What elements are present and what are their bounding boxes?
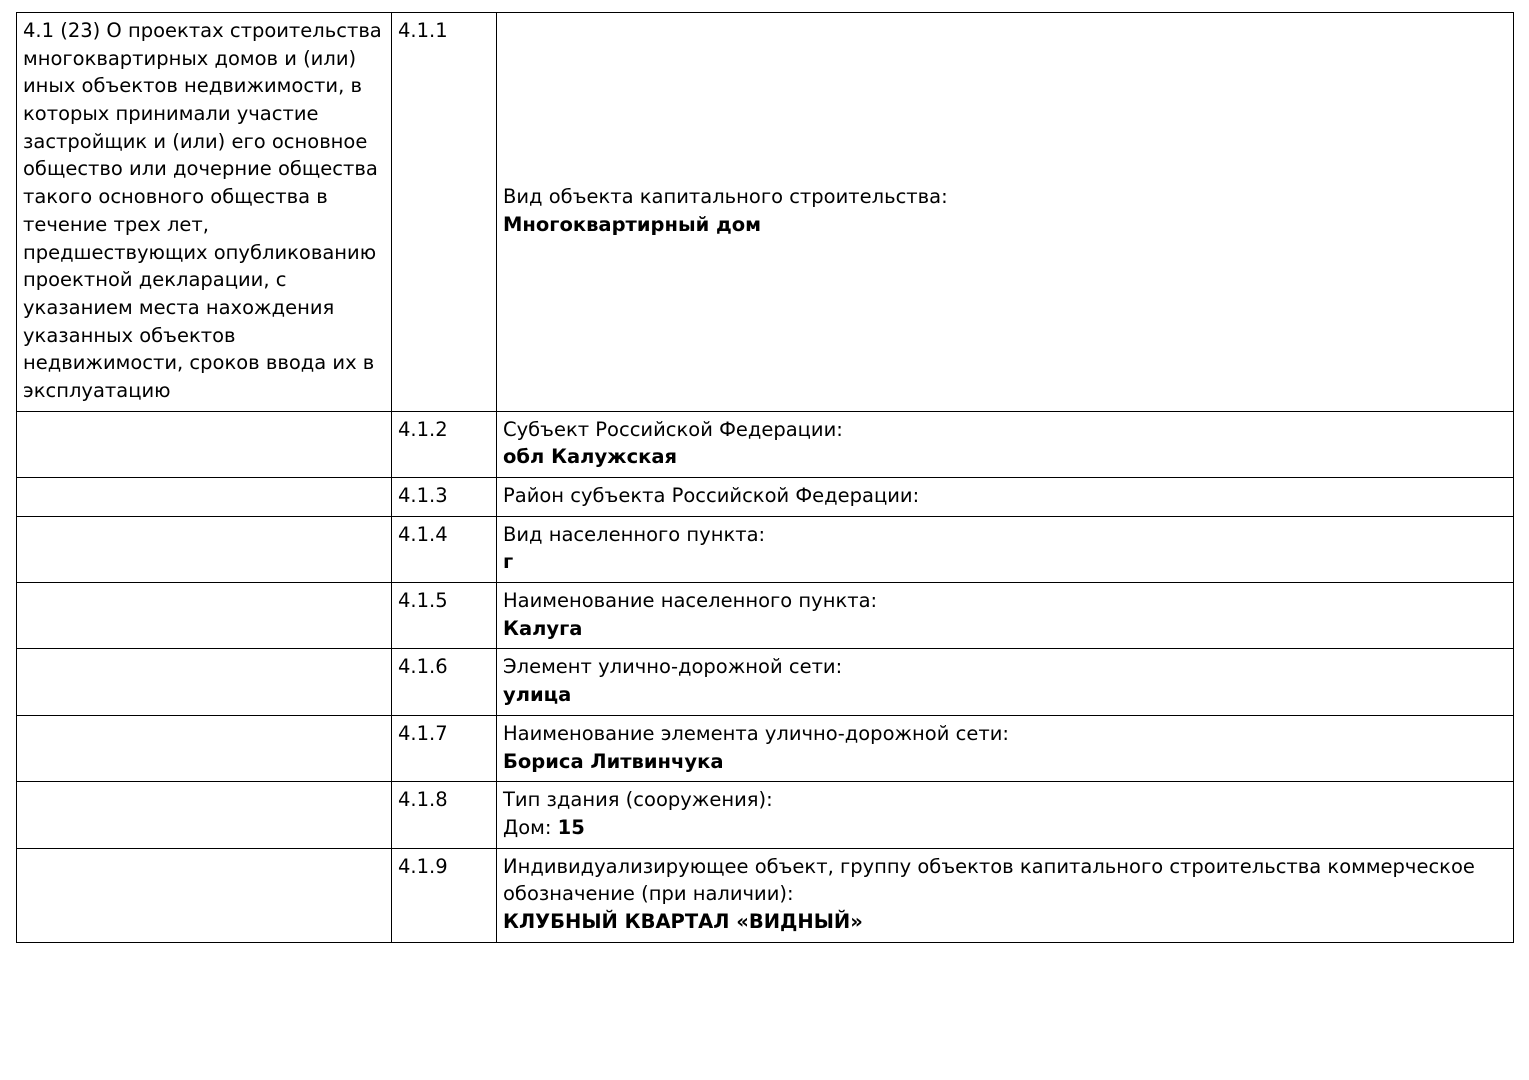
empty-cell [17, 649, 392, 715]
row-code: 4.1.5 [392, 583, 497, 649]
table-row [17, 411, 1514, 477]
row-value: Бориса Литвинчука [503, 749, 724, 773]
row-content [497, 583, 1514, 649]
section-title-cell: 4.1 (23) О проектах строительства многоквартирных домов и (или) иных объектов недвижимости, в которых принимали участие застройщик и (или) его основное общество или дочерние общества такого основного общества в течение трех лет, предшествующих опубликованию проектной декларации, с указанием места нахождения указанных объектов недвижимости, сроков ввода их в эксплуатацию [17, 13, 392, 412]
empty-cell [17, 848, 392, 942]
row-label: Тип здания (сооружения): [503, 788, 773, 812]
row-value: 15 [557, 815, 585, 839]
row-content [497, 782, 1514, 848]
row-code: 4.1.6 [392, 649, 497, 715]
row-content [497, 649, 1514, 715]
table-row [17, 649, 1514, 715]
row-value-line [503, 814, 1507, 842]
row-code: 4.1.3 [392, 478, 497, 517]
empty-cell [17, 715, 392, 781]
row-code: 4.1.7 [392, 715, 497, 781]
table-row [17, 516, 1514, 582]
table-row [17, 478, 1514, 517]
declaration-table [16, 12, 1514, 943]
row-value: обл Калужская [503, 445, 678, 469]
table-row [17, 13, 1514, 412]
empty-cell [17, 411, 392, 477]
row-value: Многоквартирный дом [503, 212, 762, 236]
empty-cell [17, 782, 392, 848]
row-code: 4.1.1 [392, 13, 497, 412]
table-row [17, 583, 1514, 649]
row-label: Субъект Российской Федерации: [503, 417, 843, 441]
row-label: Вид населенного пункта: [503, 522, 766, 546]
row-inline-label: Дом: [503, 815, 558, 839]
row-content [497, 478, 1514, 517]
row-value: улица [503, 683, 572, 707]
table-row [17, 782, 1514, 848]
row-value: г [503, 550, 514, 574]
row-code: 4.1.8 [392, 782, 497, 848]
row-label: Индивидуализирующее объект, группу объектов капитального строительства коммерческое обозначение (при наличии): [503, 854, 1475, 906]
row-label: Наименование населенного пункта: [503, 589, 878, 613]
row-content [497, 13, 1514, 412]
row-content [497, 715, 1514, 781]
empty-cell [17, 478, 392, 517]
row-code: 4.1.2 [392, 411, 497, 477]
row-code: 4.1.4 [392, 516, 497, 582]
table-row [17, 848, 1514, 942]
empty-cell [17, 516, 392, 582]
row-content [497, 411, 1514, 477]
row-code: 4.1.9 [392, 848, 497, 942]
row-label: Элемент улично-дорожной сети: [503, 655, 843, 679]
row-label: Район субъекта Российской Федерации: [503, 484, 920, 507]
empty-cell [17, 583, 392, 649]
row-value: Калуга [503, 616, 583, 640]
row-content [497, 848, 1514, 942]
table-row [17, 715, 1514, 781]
row-label: Вид объекта капитального строительства: [503, 185, 948, 209]
row-content [497, 516, 1514, 582]
row-value: КЛУБНЫЙ КВАРТАЛ «ВИДНЫЙ» [503, 909, 863, 933]
row-label: Наименование элемента улично-дорожной сети: [503, 721, 1009, 745]
